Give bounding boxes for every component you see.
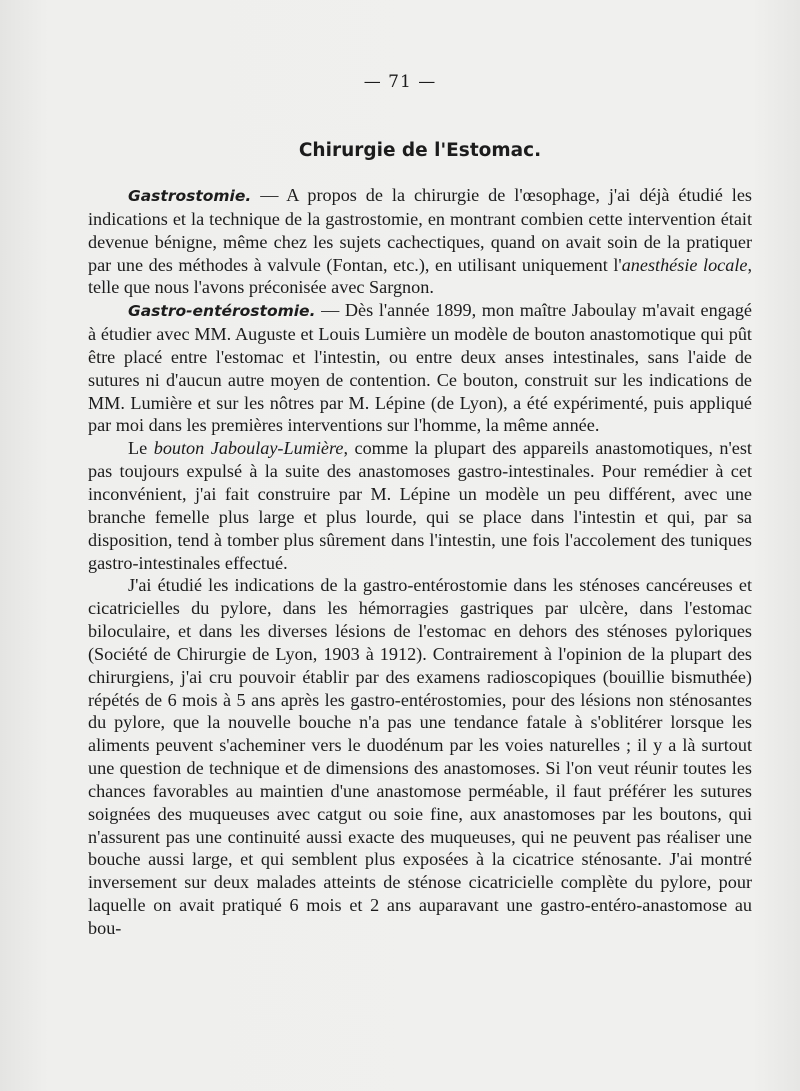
paragraph-text: — A propos de la chirurgie de l'œsophage, j'ai déjà étudié les indications et la technique de la gastrostomie, en montrant combien cette intervention était devenue bénigne, même chez les sujets cachectiques, quand on avait soin de la pratiquer par une des méthodes à valvule (Fontan, etc.), en utilisant uniquement l'	[88, 185, 752, 275]
runin-heading-gastro-enterostomie: Gastro-entérostomie.	[128, 302, 316, 321]
italic-emphasis: anesthésie locale	[621, 254, 748, 275]
section-title: Chirurgie de l'Estomac.	[298, 140, 542, 161]
page-number: — 71 —	[363, 72, 437, 92]
paragraph-bouton	[88, 437, 752, 574]
paragraph-gastro-enterostomie	[88, 299, 752, 437]
runin-heading-gastrostomie: Gastrostomie.	[128, 187, 252, 205]
paragraph-text: — Dès l'année 1899, mon maître Jaboulay m'avait engagé à étudier avec MM. Auguste et Louis Lumière un modèle de bouton anastomotique qui pût être placé entre l'estomac et l'intestin, ou entre deux anses intestinales, sans l'aide de sutures ni d'aucun autre moyen de contention. Ce bouton, construit sur les indications de MM. Lumière et sur les nôtres par M. Lépine (de Lyon), a été expérimenté, puis appliqué par moi dans les premières interventions sur l'homme, la même année.	[88, 300, 752, 436]
paragraph-gastrostomie	[88, 184, 752, 299]
body-text	[88, 184, 752, 940]
italic-emphasis: bouton Jaboulay-Lumière	[153, 438, 344, 459]
paragraph-indications	[88, 574, 752, 940]
paragraph-text: J'ai étudié les indications de la gastro-entérostomie dans les sténoses cancéreuses et cicatricielles du pylore, dans les hémorragies gastriques par ulcère, dans l'estomac biloculaire, et dans les diverses lésions de l'estomac en dehors des sténoses pyloriques (Société de Chirurgie de Lyon, 1903 à 1912). Contrairement à l'opinion de la plupart des chirurgiens, j'ai cru pouvoir établir par des examens radioscopiques (bouillie bismuthée) répétés de 6 mois à 5 ans après les gastro-entérostomies, pour des lésions non sténosantes du pylore, que la nouvelle bouche n'a pas une tendance fatale à s'oblitérer lorsque les aliments peuvent s'acheminer vers le duodénum par les voies naturelles ; il y a là surtout une question de technique et de dimensions des anastomoses. Si l'on veut réunir toutes les chances favorables au maintien d'une anastomose perméable, il faut préférer les sutures soignées des muqueuses avec catgut ou soie fine, aux anastomoses par les boutons, qui n'assurent pas une continuité aussi exacte des muqueuses, qui ne peuvent pas réaliser une bouche aussi large, et qui semblent plus exposées à la cicatrice sténosante. J'ai montré inversement sur deux malades atteints de sténose cicatricielle complète du pylore, pour laquelle on avait pratiqué 6 mois et 2 ans auparavant une gastro-entéro-anastomose au bou-	[88, 575, 752, 938]
paragraph-text: , telle que nous l'avons préconisée avec Sargnon.	[88, 254, 752, 298]
paragraph-text: Le	[128, 438, 154, 459]
paragraph-text: , comme la plupart des appareils anastomotiques, n'est pas toujours expulsé à la suite des anastomoses gastro-intestinales. Pour remédier à cet inconvénient, j'ai fait construire par M. Lépine un modèle un peu différent, avec une branche femelle plus large et plus lourde, qui se place dans l'intestin et qui, par sa disposition, tend à tomber plus sûrement dans l'intestin, une fois l'accolement des tuniques gastro-intestinales effectué.	[88, 438, 752, 573]
